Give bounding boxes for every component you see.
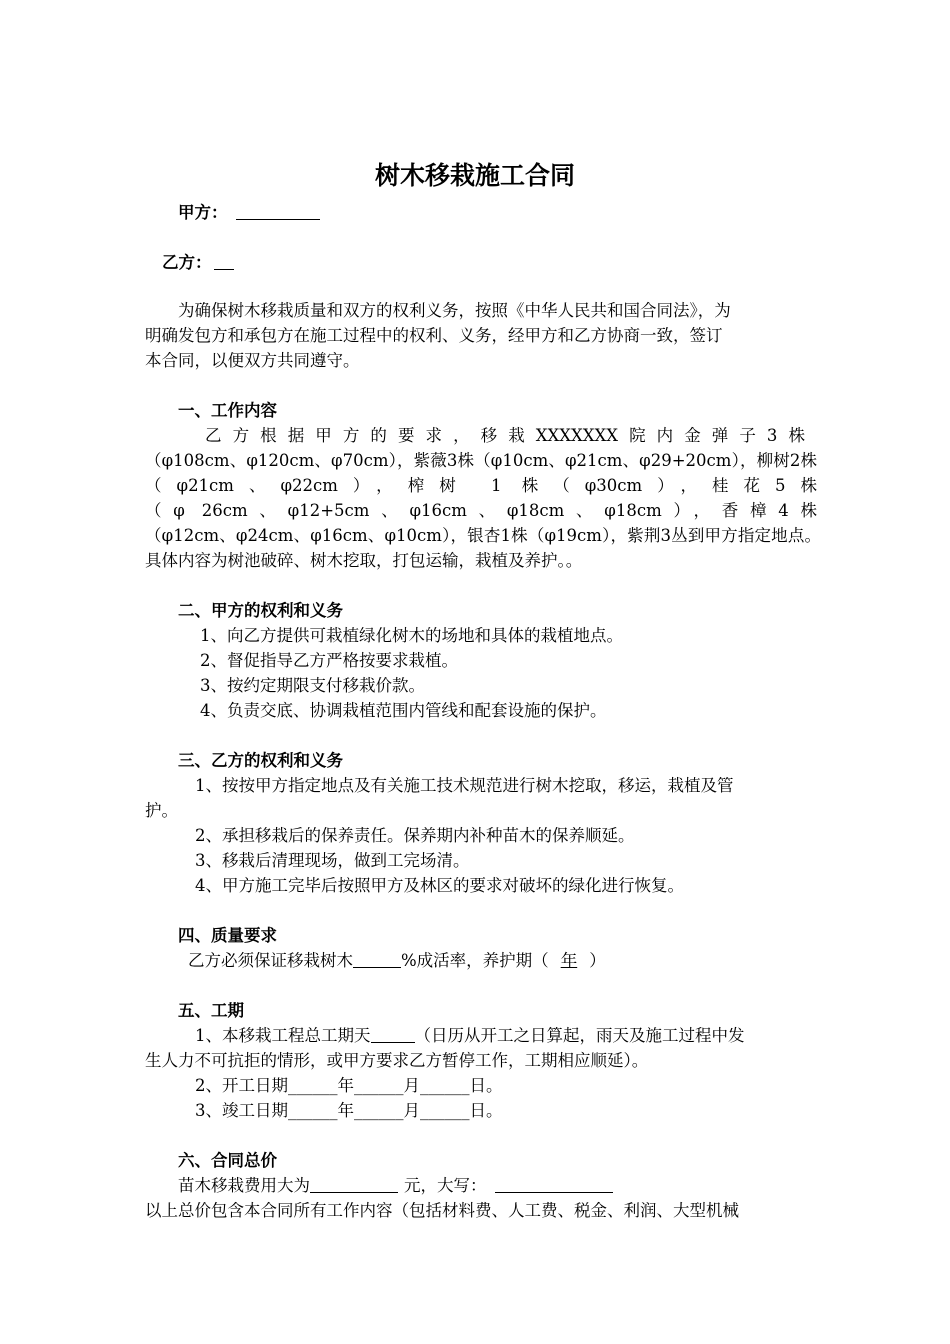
section-4-text [188, 948, 606, 973]
price-text-b: 元，大写： [404, 1176, 487, 1195]
section-1-line-2: （φ108cm、φ120cm、φ70cm），紫薇3株（φ10cm、φ21cm、φ29+20cm），柳树2株 [145, 451, 817, 470]
section-4-heading: 四、质量要求 [178, 926, 277, 945]
section-2-item-2: 2、督促指导乙方严格按要求栽植。 [200, 651, 458, 670]
intro-line-3: 本合同，以便双方共同遵守。 [145, 351, 360, 370]
section-2-item-4: 4、负责交底、协调栽植范围内管线和配套设施的保护。 [200, 701, 607, 720]
duration-days-blank[interactable] [371, 1024, 415, 1043]
duration-text-b: （日历从开工之日算起，雨天及施工过程中发 [414, 1026, 745, 1045]
party-a-label: 甲方： [178, 203, 228, 222]
survival-rate-blank[interactable] [353, 949, 401, 968]
section-5-item-1 [195, 1023, 745, 1048]
section-1-line-4: （φ 26cm、φ12+5cm、φ16cm、φ18cm、φ18cm），香樟4株 [145, 501, 817, 520]
intro-line-1: 为确保树木移栽质量和双方的权利义务，按照《中华人民共和国合同法》，为 [178, 301, 731, 320]
party-a-blank[interactable] [236, 201, 320, 220]
document-title: 树木移栽施工合同 [374, 161, 575, 190]
section-3-item-1: 1、按按甲方指定地点及有关施工技术规范进行树木挖取，移运，栽植及管 [195, 776, 734, 795]
section-1-line-5: （φ12cm、φ24cm、φ16cm、φ10cm），银杏1株（φ19cm），紫荆3丛到甲方指定地点。 [145, 526, 821, 545]
price-text-a: 苗木移栽费用大为 [178, 1176, 310, 1195]
party-b-blank[interactable] [214, 251, 234, 270]
section-3-item-1-cont: 护。 [145, 801, 178, 820]
section-3-item-3: 3、移栽后清理现场，做到工完场清。 [195, 851, 470, 870]
section-1-line-6: 具体内容为树池破碎、树木挖取，打包运输，栽植及养护。。 [145, 551, 583, 570]
party-b-line [162, 250, 234, 275]
section-3-item-2: 2、承担移栽后的保养责任。保养期内补种苗木的保养顺延。 [195, 826, 635, 845]
section-1-line-3: （φ21cm、φ22cm），榨树 1 株（φ30cm），桂花5株 [145, 476, 817, 495]
section-3-heading: 三、乙方的权利和义务 [178, 751, 343, 770]
section-3-item-4: 4、甲方施工完毕后按照甲方及林区的要求对破坏的绿化进行恢复。 [195, 876, 684, 895]
section-2-item-1: 1、向乙方提供可栽植绿化树木的场地和具体的栽植地点。 [200, 626, 623, 645]
quality-text-b: %成活率，养护期（ [401, 951, 549, 970]
intro-line-2: 明确发包方和承包方在施工过程中的权利、义务，经甲方和乙方协商一致，签订 [145, 326, 723, 345]
price-figure-blank[interactable] [310, 1174, 398, 1193]
section-1-line-1: 乙方根据甲方的要求，移栽XXXXXXX院内金弹子3株 [205, 426, 805, 445]
party-b-label: 乙方： [162, 253, 212, 272]
section-6-heading: 六、合同总价 [178, 1151, 277, 1170]
section-2-item-3: 3、按约定期限支付移栽价款。 [200, 676, 425, 695]
quality-text-a: 乙方必须保证移栽树木 [188, 951, 353, 970]
section-2-heading: 二、甲方的权利和义务 [178, 601, 343, 620]
duration-text-a: 1、本移栽工程总工期天 [195, 1026, 371, 1045]
quality-text-c: ） [589, 951, 606, 970]
section-5-heading: 五、工期 [178, 1001, 244, 1020]
section-6-price-line [178, 1173, 613, 1198]
section-1-heading: 一、工作内容 [178, 401, 277, 420]
section-5-item-3: 3、竣工日期______年______月______日。 [195, 1101, 503, 1120]
party-a-line [178, 200, 320, 225]
price-words-blank[interactable] [495, 1174, 613, 1193]
section-5-item-1-cont: 生人力不可抗拒的情形，或甲方要求乙方暂停工作，工期相应顺延）。 [145, 1051, 649, 1070]
section-5-item-2: 2、开工日期______年______月______日。 [195, 1076, 503, 1095]
section-6-text-cont: 以上总价包含本合同所有工作内容（包括材料费、人工费、税金、利润、大型机械 [145, 1201, 739, 1220]
maintenance-year[interactable]: 年 [560, 951, 578, 970]
